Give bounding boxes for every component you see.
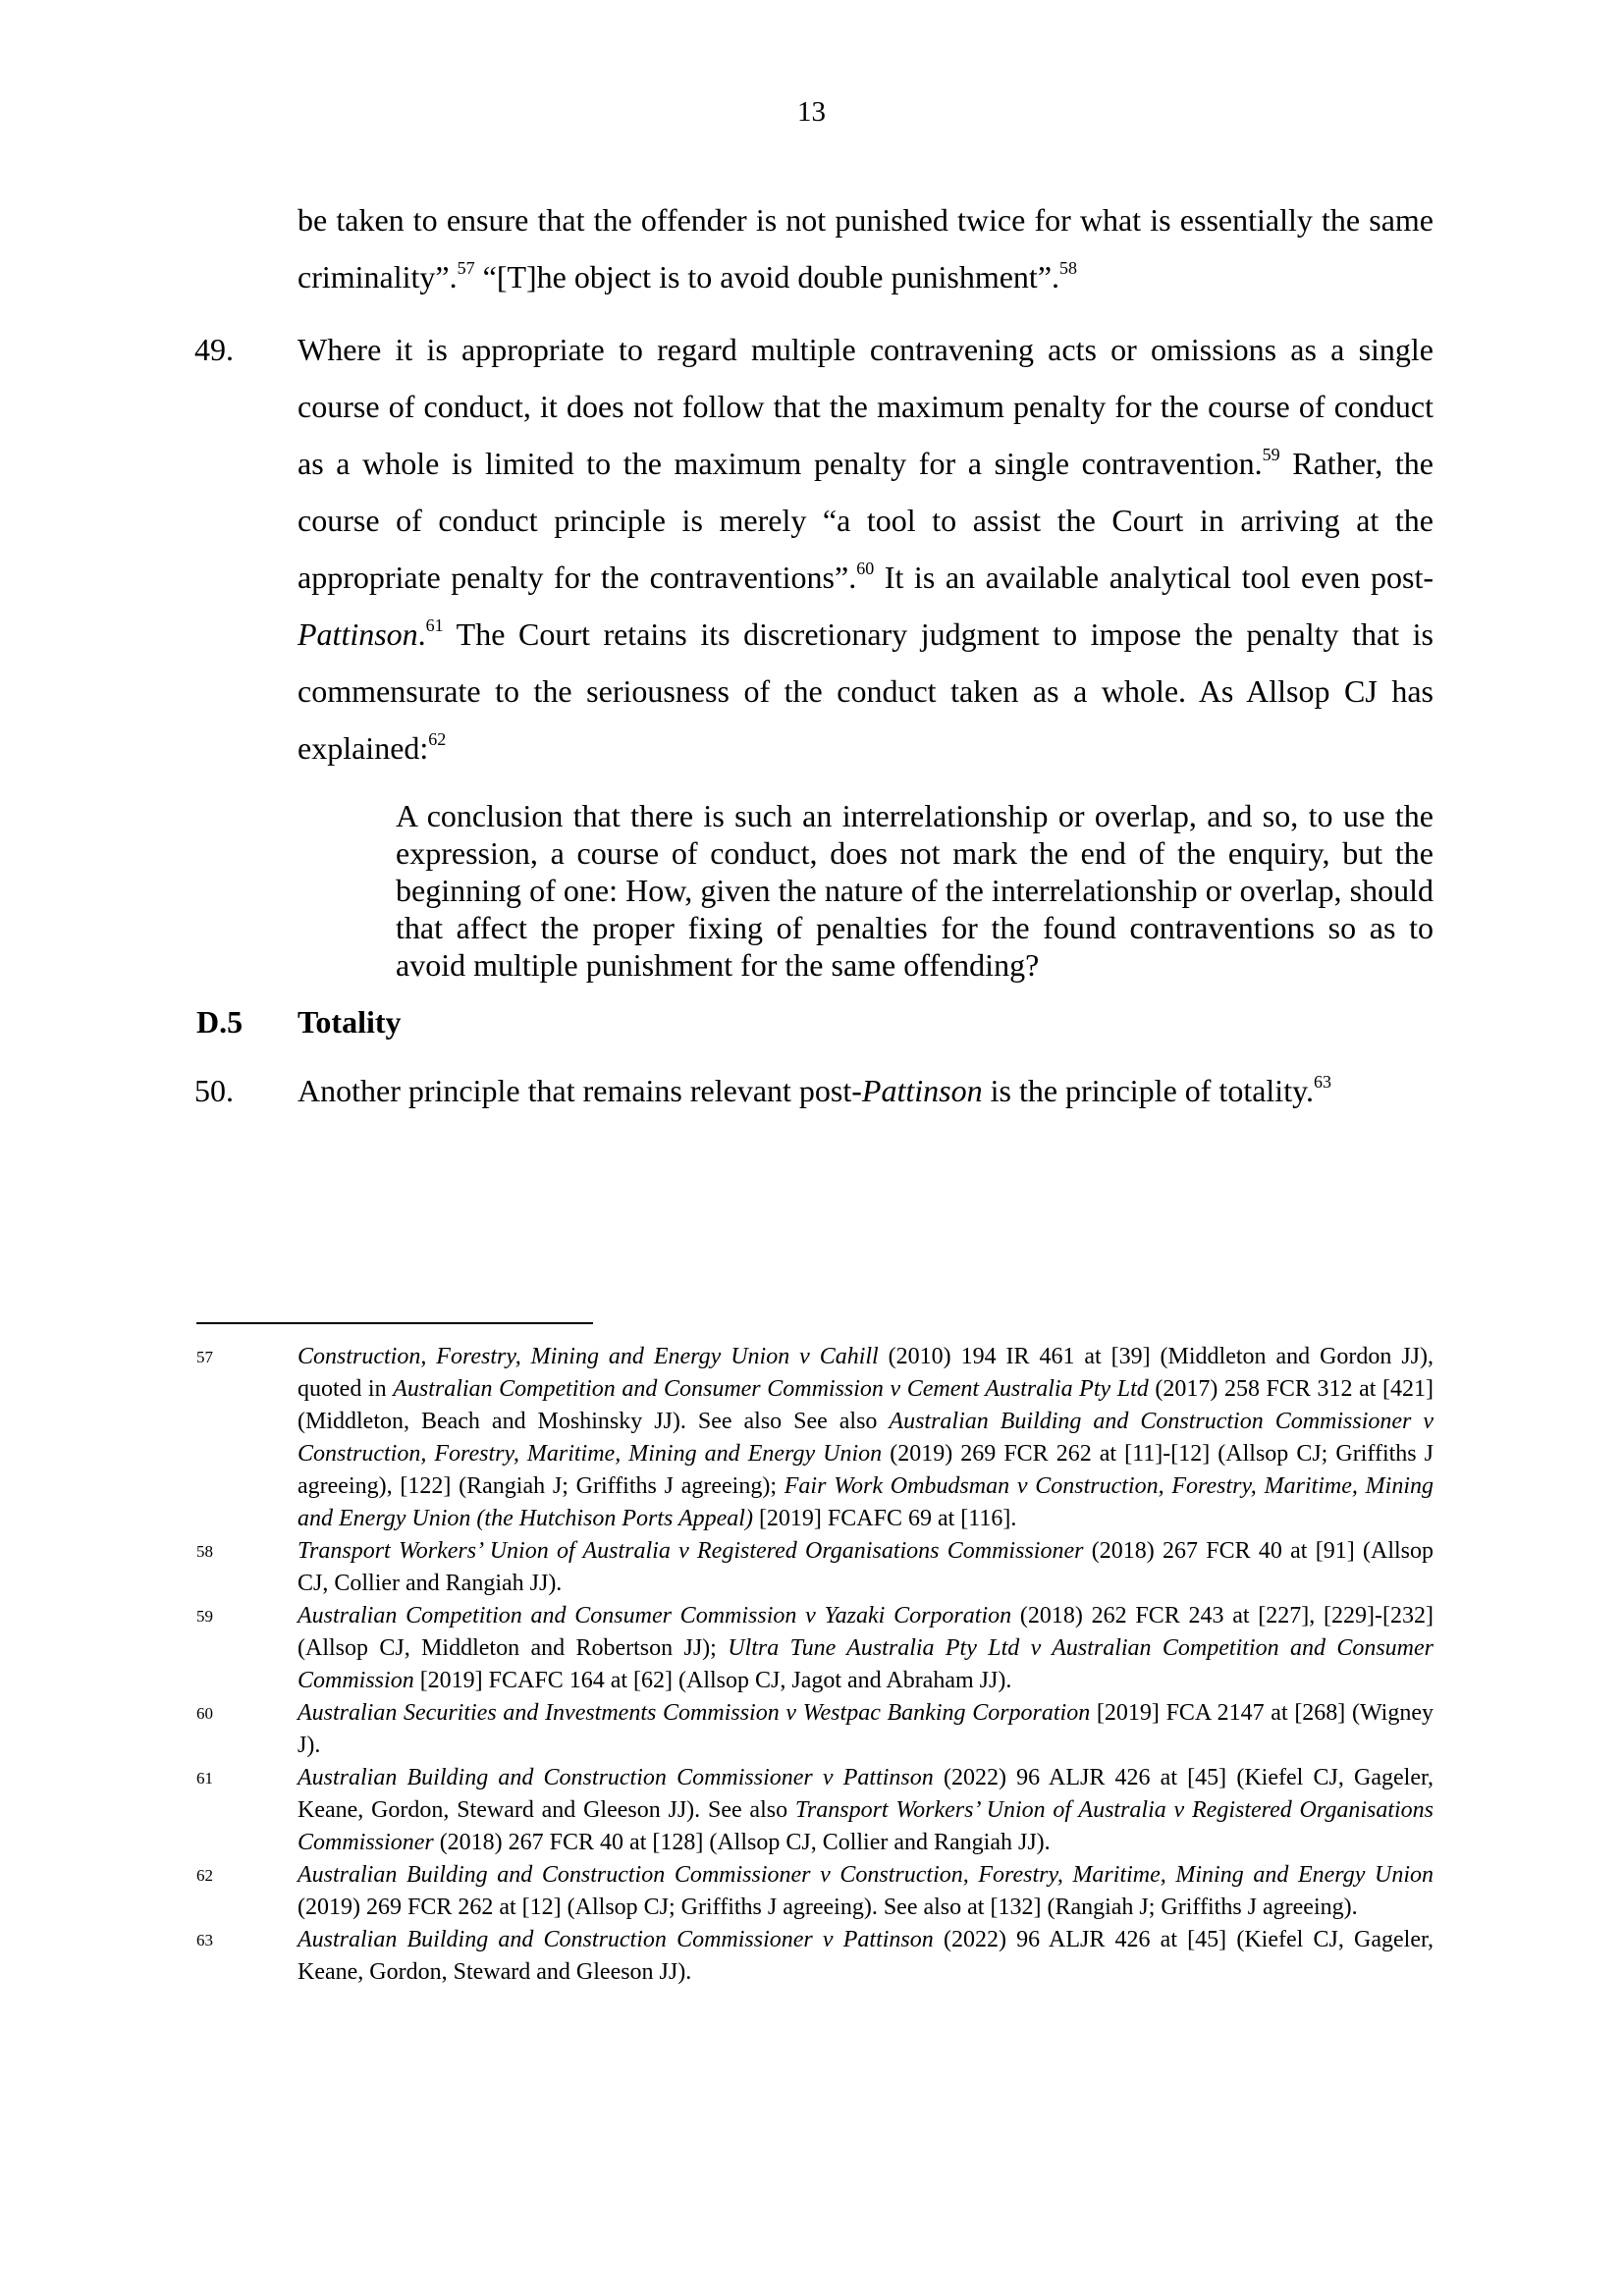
footnote-text: [2019] FCA 2147 at [268] (Wigney J). bbox=[298, 1700, 1434, 1758]
case-citation: Australian Building and Construction Commissioner v Pattinson bbox=[298, 1927, 934, 1952]
footnote-number: 61 bbox=[196, 1769, 213, 1788]
paragraph-text: . bbox=[417, 616, 426, 652]
footnote-text: (2022) 96 ALJR 426 at [45] (Kiefel CJ, Gageler, Keane, Gordon, Steward and Gleeson JJ). bbox=[298, 1927, 1434, 1985]
footnote-number: 60 bbox=[196, 1704, 213, 1723]
footnote-number: 62 bbox=[196, 1866, 213, 1885]
case-citation: Fair Work Ombudsman v Construction, Forestry, Maritime, Mining and Energy Union (the Hutchison Ports Appeal) bbox=[298, 1473, 1434, 1531]
footnote-57 bbox=[196, 1341, 1434, 1535]
paragraph-text: Another principle that remains relevant post- bbox=[298, 1073, 862, 1108]
paragraph-text: Rather, the course of conduct principle is merely “a tool to assist the Court in arriving at the appropriate penalty for the contraventions”. bbox=[298, 446, 1434, 595]
paragraph-number: 49. bbox=[194, 332, 234, 367]
footnote-58 bbox=[196, 1535, 1434, 1600]
paragraph-text: “[T]he object is to avoid double punishment”. bbox=[474, 259, 1060, 294]
paragraph-text: The Court retains its discretionary judgment to impose the penalty that is commensurate to the seriousness of the conduct taken as a whole. As Allsop CJ has explained: bbox=[298, 616, 1434, 766]
footnote-number: 58 bbox=[196, 1542, 213, 1561]
footnote-text: (2017) 258 FCR 312 at [421] (Middleton, Beach and Moshinsky JJ). See also See also bbox=[298, 1376, 1434, 1434]
case-citation: Australian Building and Construction Commissioner v Construction, Forestry, Maritime, Mining and Energy Union bbox=[298, 1862, 1434, 1888]
footnote-number: 63 bbox=[196, 1931, 213, 1949]
footnote-number: 59 bbox=[196, 1607, 213, 1626]
footnote-ref-57[interactable]: 57 bbox=[457, 258, 475, 278]
footnote-ref-62[interactable]: 62 bbox=[428, 729, 447, 749]
paragraph-49 bbox=[194, 321, 1434, 776]
footnote-separator bbox=[196, 1322, 593, 1324]
paragraph-50 bbox=[194, 1062, 1434, 1119]
footnote-60 bbox=[196, 1697, 1434, 1762]
footnotes-section bbox=[196, 1341, 1434, 1989]
case-name: Pattinson bbox=[298, 616, 418, 652]
footnote-text: [2019] FCAFC 164 at [62] (Allsop CJ, Jagot and Abraham JJ). bbox=[413, 1668, 1012, 1693]
footnote-63 bbox=[196, 1924, 1434, 1989]
footnote-62 bbox=[196, 1859, 1434, 1924]
footnote-text: (2022) 96 ALJR 426 at [45] (Kiefel CJ, Gageler, Keane, Gordon, Steward and Gleeson JJ). See also bbox=[298, 1765, 1434, 1823]
case-citation: Australian Securities and Investments Commission v Westpac Banking Corporation bbox=[298, 1700, 1091, 1726]
footnote-ref-63[interactable]: 63 bbox=[1314, 1072, 1331, 1092]
block-quote: A conclusion that there is such an interrelationship or overlap, and so, to use the expression, a course of conduct, does not mark the end of the enquiry, but the beginning of one: How, given the nature of the interrelationship or overlap, should that affect the proper fixing of penalties for the found contraventions so as to avoid multiple punishment for the same offending? bbox=[396, 798, 1434, 983]
paragraph-text: Where it is appropriate to regard multiple contravening acts or omissions as a single course of conduct, it does not follow that the maximum penalty for the course of conduct as a whole is limited to the maximum penalty for a single contravention. bbox=[298, 332, 1434, 481]
case-name: Pattinson bbox=[861, 1073, 983, 1108]
footnote-text: [2019] FCAFC 69 at [116]. bbox=[752, 1506, 1017, 1531]
case-citation: Transport Workers’ Union of Australia v Registered Organisations Commissioner bbox=[298, 1538, 1084, 1564]
case-citation: Australian Building and Construction Commissioner v Construction, Forestry, Maritime, Mining and Energy Union bbox=[298, 1409, 1434, 1467]
footnote-ref-61[interactable]: 61 bbox=[425, 615, 444, 635]
case-citation: Transport Workers’ Union of Australia v Registered Organisations Commissioner bbox=[298, 1797, 1434, 1855]
footnote-text: (2018) 267 FCR 40 at [91] (Allsop CJ, Collier and Rangiah JJ). bbox=[298, 1538, 1434, 1596]
case-citation: Construction, Forestry, Mining and Energy Union v Cahill bbox=[298, 1344, 879, 1369]
paragraph-number: 50. bbox=[194, 1073, 234, 1108]
footnote-ref-58[interactable]: 58 bbox=[1059, 258, 1078, 278]
footnote-text: (2019) 269 FCR 262 at [12] (Allsop CJ; Griffiths J agreeing). See also at [132] (Rangiah J; Griffiths J agreeing). bbox=[298, 1895, 1358, 1920]
footnote-ref-60[interactable]: 60 bbox=[856, 559, 875, 578]
footnote-text: (2019) 269 FCR 262 at [11]-[12] (Allsop CJ; Griffiths J agreeing), [122] (Rangiah J; Griffiths J agreeing); bbox=[298, 1441, 1434, 1499]
footnote-59 bbox=[196, 1600, 1434, 1697]
footnote-text: (2018) 267 FCR 40 at [128] (Allsop CJ, Collier and Rangiah JJ). bbox=[433, 1830, 1051, 1855]
paragraph-text: be taken to ensure that the offender is not punished twice for what is essentially the same criminality”. bbox=[298, 202, 1434, 294]
page-number: 13 bbox=[797, 96, 826, 128]
section-number: D.5 bbox=[196, 1004, 243, 1040]
section-heading: Totality bbox=[298, 1004, 402, 1040]
footnote-61 bbox=[196, 1762, 1434, 1859]
paragraph-continuation bbox=[298, 191, 1434, 305]
footnote-ref-59[interactable]: 59 bbox=[1262, 445, 1280, 464]
case-citation: Australian Building and Construction Commissioner v Pattinson bbox=[298, 1765, 934, 1790]
paragraph-text: It is an available analytical tool even post- bbox=[874, 560, 1434, 595]
case-citation: Australian Competition and Consumer Commission v Yazaki Corporation bbox=[298, 1603, 1012, 1629]
paragraph-text: is the principle of totality. bbox=[982, 1073, 1314, 1108]
case-citation: Ultra Tune Australia Pty Ltd v Australian Competition and Consumer Commission bbox=[298, 1635, 1434, 1693]
footnote-text: (2010) 194 IR 461 at [39] (Middleton and Gordon JJ), quoted in bbox=[298, 1344, 1434, 1402]
footnote-text: (2018) 262 FCR 243 at [227], [229]-[232] (Allsop CJ, Middleton and Robertson JJ); bbox=[298, 1603, 1434, 1661]
case-citation: Australian Competition and Consumer Commission v Cement Australia Pty Ltd bbox=[393, 1376, 1149, 1402]
footnote-number: 57 bbox=[196, 1348, 213, 1366]
